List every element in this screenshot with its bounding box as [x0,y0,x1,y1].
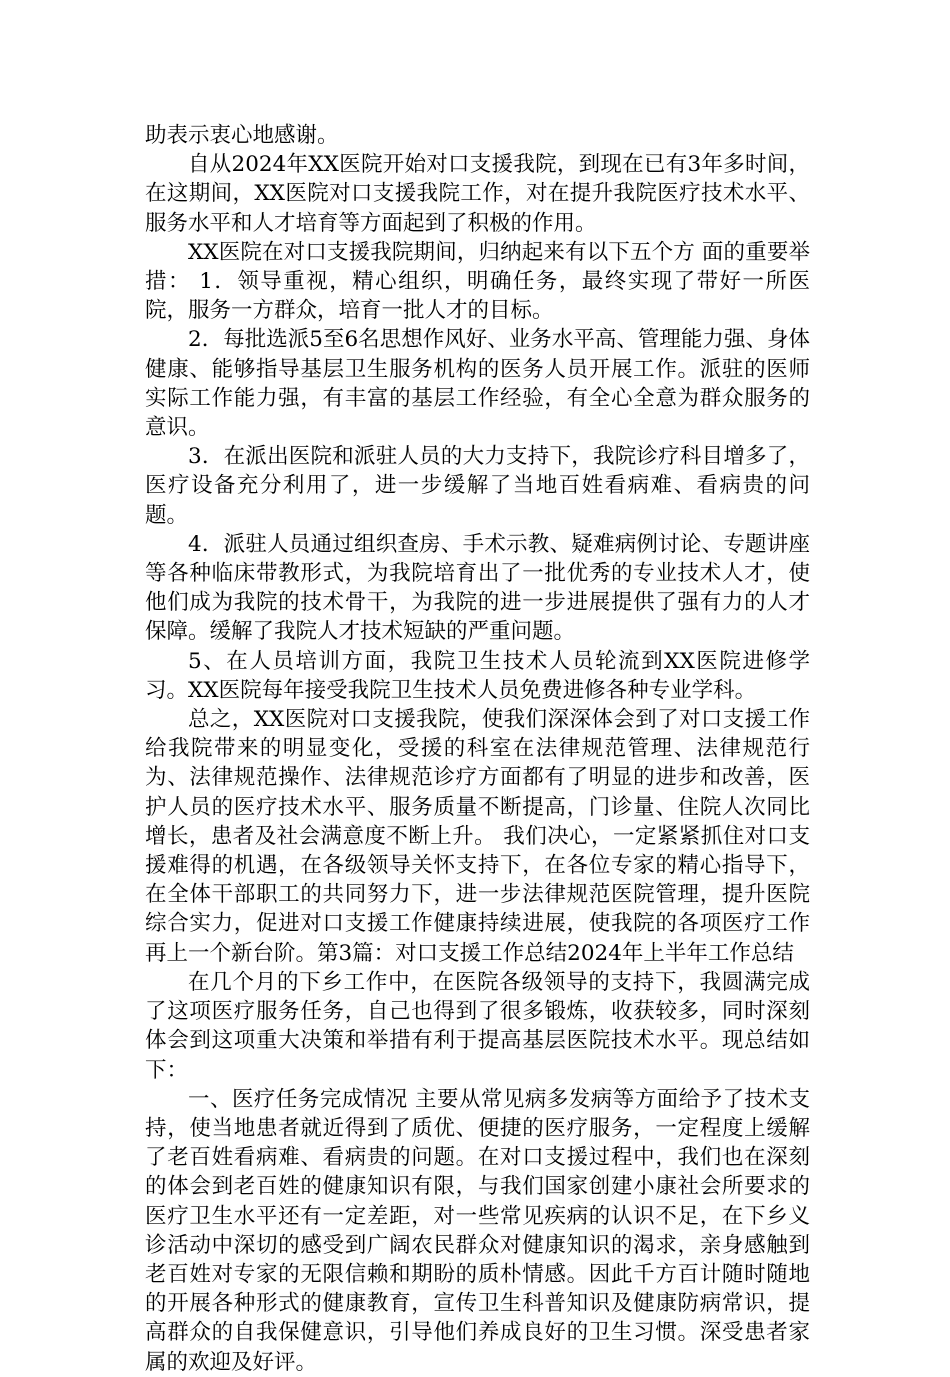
paragraph-measure-2: 2．每批选派5至6名思想作风好、业务水平高、管理能力强、身体健康、能够指导基层卫生服务机构的医务人员开展工作。派驻的医师实际工作能力强，有丰富的基层工作经验，有全心全意为群众服务的意识。 [145,327,810,441]
document-page [145,121,810,1377]
paragraph-summary: 总之，XX医院对口支援我院，使我们深深体会到了对口支援工作给我院带来的明显变化，受援的科室在法律规范管理、法律规范行为、法律规范操作、法律规范诊疗方面都有了明显的进步和改善，医护人员的医疗技术水平、服务质量不断提高，门诊量、住院人次同比增长，患者及社会满意度不断上升。 我们决心，一定紧紧抓住对口支援难得的机遇，在各级领导关怀支持下，在各位专家的精心指导下，在全体干部职工的共同努力下，进一步法律规范医院管理，提升医院综合实力，促进对口支援工作健康持续进展，使我院的各项医疗工作再上一个新台阶。第3篇：对口支援工作总结2024年上半年工作总结 [145,707,810,966]
paragraph-five-measures: XX医院在对口支援我院期间，归纳起来有以下五个方 面的重要举措： 1．领导重视，精心组织，明确任务，最终实现了带好一所医院，服务一方群众，培育一批人才的目标。 [145,239,810,324]
paragraph-measure-5: 5、在人员培训方面，我院卫生技术人员轮流到XX医院进修学习。XX医院每年接受我院卫生技术人员免费进修各种专业学科。 [145,648,810,703]
paragraph-measure-4: 4．派驻人员通过组织查房、手术示教、疑难病例讨论、专题讲座等各种临床带教形式，为我院培育出了一批优秀的专业技术人才，使他们成为我院的技术骨干，为我院的进一步进展提供了强有力的人才保障。缓解了我院人才技术短缺的严重问题。 [145,531,810,645]
paragraph-rural-work: 在几个月的下乡工作中，在医院各级领导的支持下，我圆满完成了这项医疗服务任务，自己也得到了很多锻炼，收获较多，同时深刻体会到这项重大决策和举措有利于提高基层医院技术水平。现总结如下： [145,969,810,1083]
paragraph-medical-tasks: 一、医疗任务完成情况 主要从常见病多发病等方面给予了技术支持，使当地患者就近得到了质优、便捷的医疗服务，一定程度上缓解了老百姓看病难、看病贵的问题。在对口支援过程中，我们也在深刻的体会到老百姓的健康知识有限，与我们国家创建小康社会所要求的医疗卫生水平还有一定差距，对一些常见疾病的认识不足，在下乡义诊活动中深切的感受到广阔农民群众对健康知识的渴求，亲身感触到老百姓对专家的无限信赖和期盼的质朴情感。因此千方百计随时随地的开展各种形式的健康教育，宣传卫生科普知识及健康防病常识，提高群众的自我保健意识，引导他们养成良好的卫生习惯。深受患者家属的欢迎及好评。 [145,1086,810,1375]
paragraph-measure-3: 3．在派出医院和派驻人员的大力支持下，我院诊疗科目增多了，医疗设备充分利用了，进一步缓解了当地百姓看病难、看病贵的问题。 [145,444,810,528]
paragraph-support-history: 自从2024年XX医院开始对口支援我院，到现在已有3年多时间，在这期间，XX医院对口支援我院工作，对在提升我院医疗技术水平、服务水平和人才培育等方面起到了积极的作用。 [145,152,810,236]
paragraph-intro-tail: 助表示衷心地感谢。 [145,123,339,148]
